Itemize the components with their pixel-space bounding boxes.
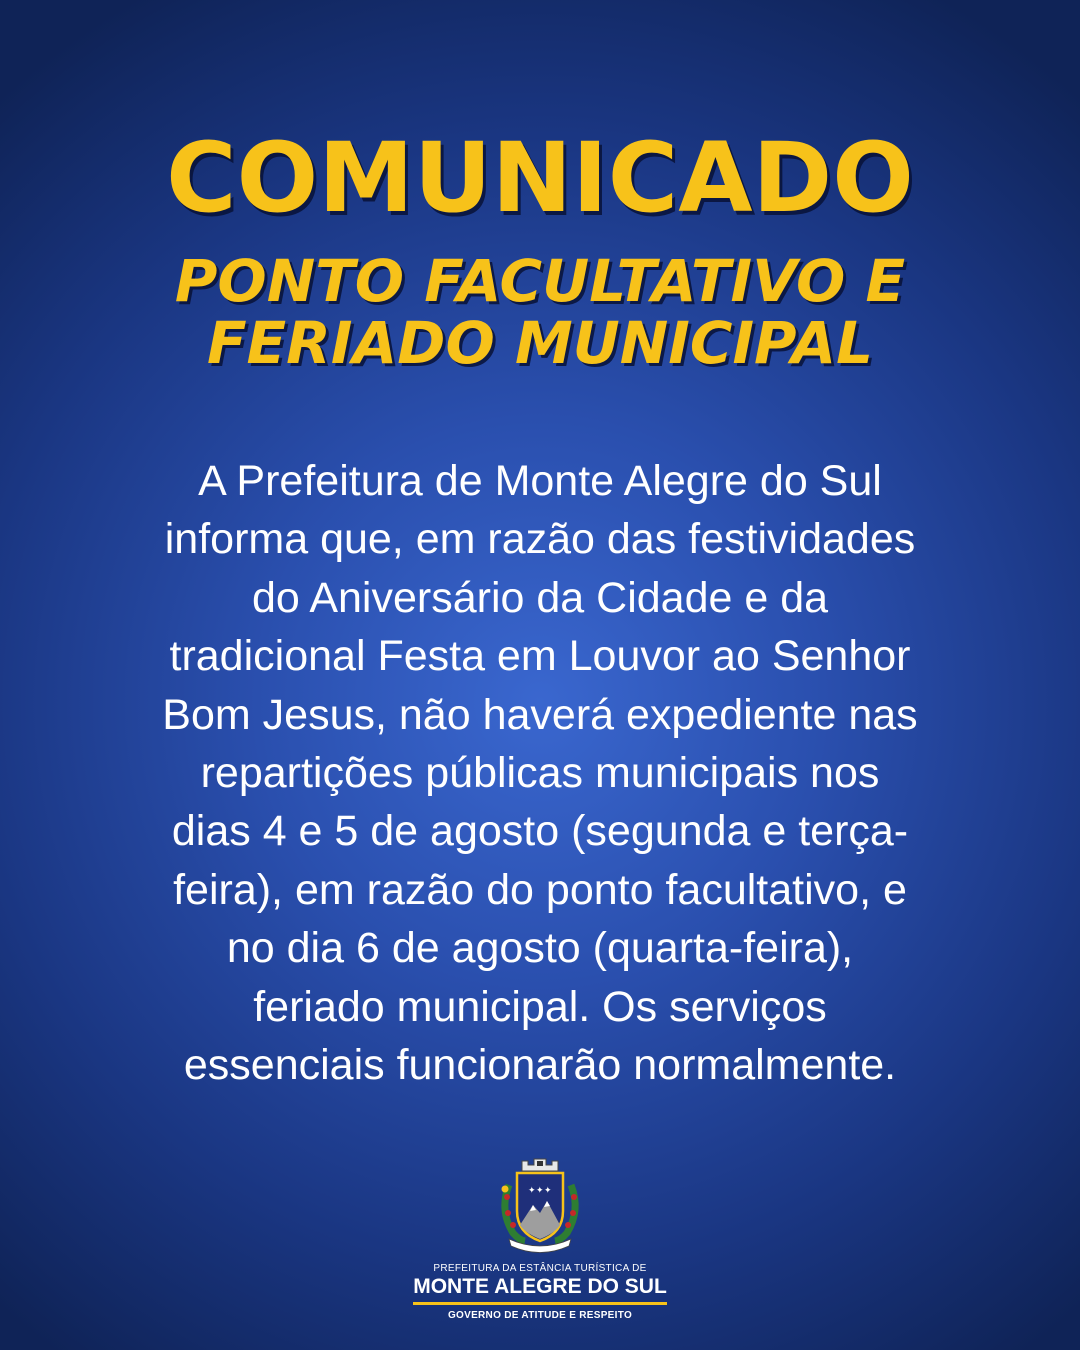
body-line: feira), em razão do ponto facultativo, e — [173, 865, 907, 914]
svg-text:✦: ✦ — [544, 1186, 552, 1196]
body-line: no dia 6 de agosto (quarta-feira), — [226, 924, 854, 973]
body-line: A Prefeitura de Monte Alegre do Sul — [198, 457, 882, 505]
poster-subtitle — [0, 247, 1080, 377]
body-line: do Aniversário da Cidade e da — [251, 573, 829, 622]
body-line: essenciais funcionarão normalmente. — [183, 1041, 897, 1090]
body-line: tradicional Festa em Louvor ao Senhor — [169, 632, 911, 681]
org-slogan: GOVERNO DE ATITUDE E RESPEITO — [447, 1310, 633, 1321]
body-line: repartições públicas municipais nos — [200, 749, 880, 798]
body-line: informa que, em razão das festividades — [164, 515, 916, 564]
svg-text:✦: ✦ — [536, 1186, 544, 1196]
announcement-body — [60, 452, 1020, 1094]
subtitle-line: PONTO FACULTATIVO E — [174, 247, 906, 315]
svg-text:✦: ✦ — [528, 1186, 536, 1196]
body-line: Bom Jesus, não haverá expediente nas — [162, 690, 918, 739]
org-name: MONTE ALEGRE DO SUL — [413, 1275, 667, 1305]
org-prefix: PREFEITURA DA ESTÂNCIA TURÍSTICA DE — [433, 1263, 647, 1274]
footer-logo — [0, 1155, 1080, 1322]
body-line: dias 4 e 5 de agosto (segunda e terça- — [171, 807, 909, 856]
municipal-coat-of-arms-icon — [495, 1155, 585, 1255]
subtitle-line: FERIADO MUNICIPAL — [206, 309, 874, 377]
body-line: feriado municipal. Os serviços — [253, 982, 827, 1031]
poster-title: COMUNICADO — [166, 122, 914, 234]
